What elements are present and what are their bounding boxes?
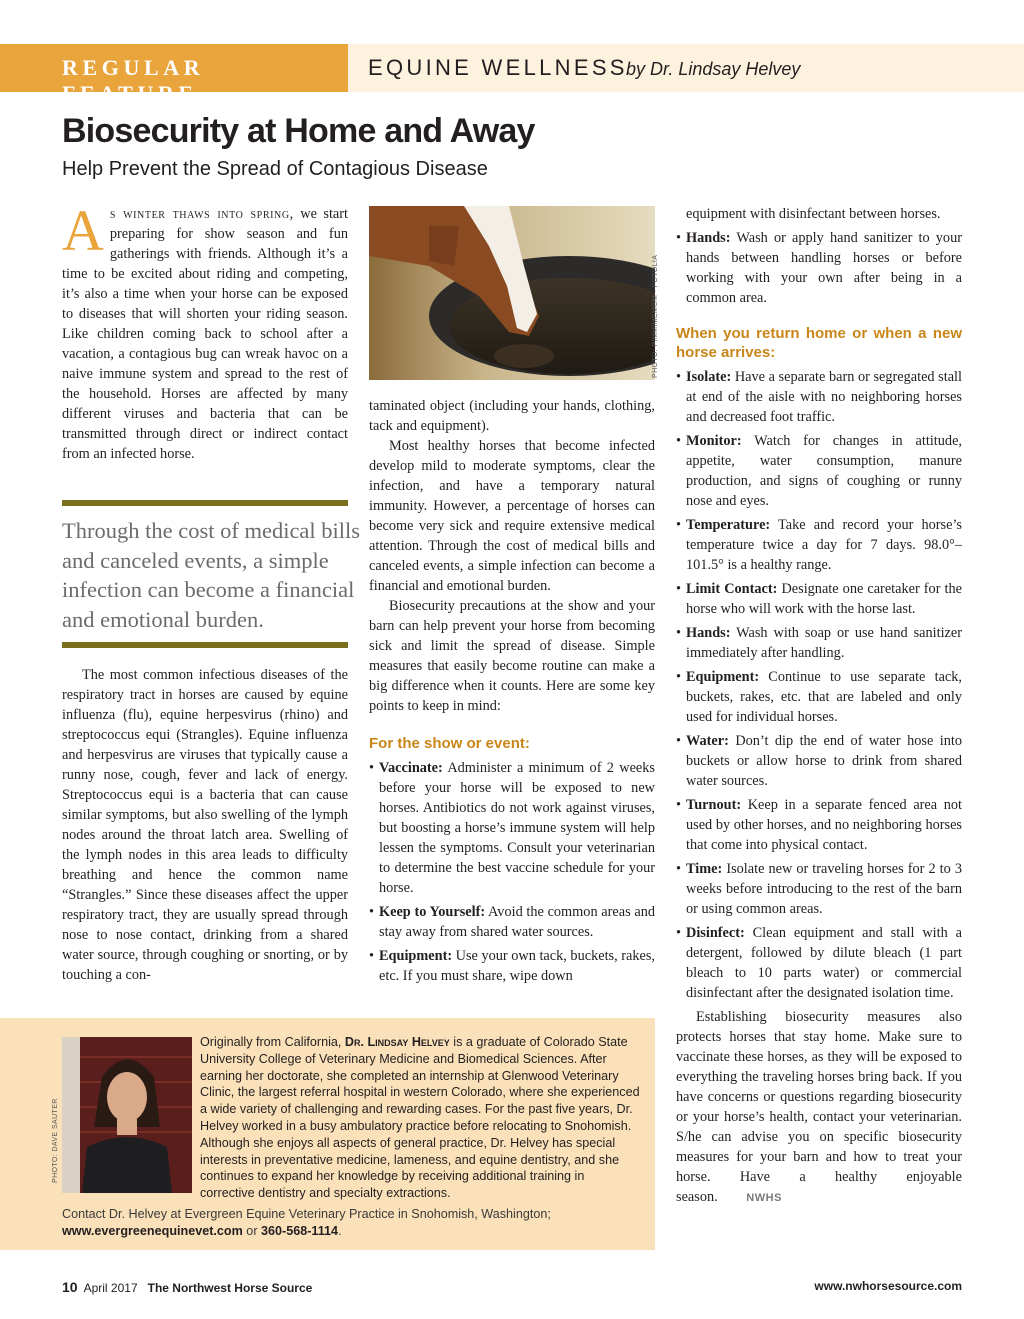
page-number: 10 (62, 1279, 78, 1295)
list-item (676, 859, 962, 919)
bio-text: is a graduate of Colorado State University College of Veterinary Medicine and Biomedical Sciences. After earning her doctorate, she completed an internship at Glenwood Veterinary Clinic, the largest referral hospital in western Colorado, where she experienced a wide variety of challenging and rewarding cases. For the past five years, Dr. Helvey worked in a busy ambulatory practice before relocating to Snohomish. Although she enjoys all aspects of general practice, Dr. Helvey has special interests in preventative medicine, lameness, and equine dentistry, and she continues to expand her knowledge by receiving additional training in corrective dentistry and specialty extractions. (200, 1035, 640, 1201)
column-title-box (348, 44, 1024, 92)
list-item-term: Disinfect: (686, 925, 745, 941)
common-diseases-continued: taminated object (including your hands, clothing, tack and equipment). (369, 398, 655, 434)
bio-name: Dr. Lindsay Helvey (344, 1035, 450, 1049)
list-item (676, 431, 962, 511)
list-item-text: Clean equipment and stall with a detergent, followed by dilute bleach (1 part bleach to 10 parts water) or commercial disinfectant after the designated isolation time. (686, 925, 962, 1001)
precautions-paragraph: Biosecurity precautions at the show and your barn can help prevent your horse from becoming sick and limit the spread of disease. Simple measures that easily become routine can make a big difference when it counts. Here are some key points to keep in mind: (369, 598, 655, 714)
bio-contact (62, 1206, 640, 1240)
list-item-text: Don’t dip the end of water hose into buckets or allow horse to drink from shared water sources. (686, 733, 962, 789)
list-item (676, 667, 962, 727)
list-item-text: Wash or apply hand sanitizer to your hands between handling horses or before working with your own after being in a common area. (686, 230, 962, 306)
list-item (369, 902, 655, 942)
list-item (676, 515, 962, 575)
list-item (369, 758, 655, 898)
list-item (676, 623, 962, 663)
contact-or: or (242, 1223, 262, 1238)
healthy-horses-paragraph: Most healthy horses that become infected develop mild to moderate symptoms, clear the infection, and have a temporary natural immunity. However, a percentage of horses can become very sick and require extensive medical attention. Through the cost of medical bills and canceled events, a simple infection can become a financial and emotional burden. (369, 438, 655, 594)
list-item-term: Hands: (686, 230, 731, 246)
horse-drinking-photo (369, 206, 655, 380)
column-title: EQUINE WELLNESS (368, 55, 628, 80)
list-item-text: Avoid the common areas and stay away from shared water sources. (379, 904, 655, 940)
header-band (0, 44, 1024, 106)
footer-issue: April 2017 (83, 1281, 138, 1295)
list-item-term: Keep to Yourself: (379, 904, 486, 920)
article-subtitle: Help Prevent the Spread of Contagious Disease (62, 158, 488, 180)
closing-text: Establishing biosecurity measures also protects horses that stay home. Make sure to vaccinate these horses, as they will be exposed to everything the traveling horses bring back. If you have concerns or questions regarding biosecurity or your horse’s health, contact your veterinarian. S/he can advise you on specific biosecurity measures for your barn and how to treat your horse. Have a healthy enjoyable season. (676, 1009, 962, 1205)
contact-website-link[interactable]: www.evergreenequinevet.com (62, 1223, 243, 1238)
list-item (676, 731, 962, 791)
list-item (676, 923, 962, 1003)
list-item-term: Monitor: (686, 433, 742, 449)
contact-text: Contact Dr. Helvey at Evergreen Equine Veterinary Practice in Snohomish, Washington; (62, 1206, 551, 1221)
pull-quote: Through the cost of medical bills and canceled events, a simple infection can become a financial and emotional burden. (62, 518, 361, 632)
author-photo-credit: PHOTO: DAVE SAUTER (52, 1098, 59, 1183)
list-item-term: Isolate: (686, 369, 732, 385)
list-item (676, 579, 962, 619)
list-item-text: Administer a minimum of 2 weeks before your horse will be exposed to new horses. Antibiotics do not work against viruses, but boosting a horse’s immune system will help lessen the symptoms. Consult your veterinarian to determine the best vaccine schedule for your horse. (379, 760, 655, 896)
list-item-term: Time: (686, 861, 723, 877)
return-section-heading: When you return home or when a new horse arrives: (676, 325, 962, 361)
return-list (676, 367, 962, 1003)
common-diseases-paragraph: The most common infectious diseases of the respiratory tract in horses are caused by equine influenza (flu), equine herpesvirus (rhino) and streptococcus equi (Strangles). Equine influenza and herpesvirus are viruses that typically cause a runny nose, cough, fever and lack of energy. Streptococcus equi is a bacteria that can cause similar symptoms, but also swelling of the lymph nodes around the throat latch area. Swelling of the lymph nodes in this area leads to difficulty breathing and hence the common name “Strangles.” Since these diseases affect the upper respiratory tract, they are usually spread through nose to nose contact, drinking from a shared water source, through coughing or snorting, or by touching a con- (62, 667, 348, 983)
byline: by Dr. Lindsay Helvey (626, 59, 801, 79)
list-item (676, 795, 962, 855)
show-section-heading: For the show or event: (369, 735, 530, 752)
footer-website[interactable]: www.nwhorsesource.com (814, 1279, 962, 1293)
article-title: Biosecurity at Home and Away (62, 112, 535, 150)
equipment-continued: equipment with disinfectant between horses. (686, 206, 941, 222)
pull-quote-rule-top (62, 500, 348, 506)
bio-intro: Originally from California, (200, 1035, 345, 1049)
horse-drinking-illustration (369, 206, 655, 380)
closing-paragraph (676, 1007, 962, 1208)
list-item-text: Take and record your horse’s temperature twice a day for 7 days. 98.0°–101.5° is a healthy range. (686, 517, 962, 573)
drop-cap: A (62, 198, 104, 263)
list-item-text: Keep in a separate fenced area not used by other horses, and no neighboring horses that come into physical contact. (686, 797, 962, 853)
author-bio (62, 1034, 640, 1240)
list-item-text: Continue to use separate tack, buckets, rakes, etc. that are labeled and only used for individual horses. (686, 669, 962, 725)
contact-phone[interactable]: 360-568-1114 (261, 1223, 339, 1238)
intro-paragraph (62, 198, 349, 464)
list-item-term: Equipment: (686, 669, 760, 685)
list-item-text: Wash with soap or use hand sanitizer immediately after handling. (686, 625, 962, 661)
list-item-term: Limit Contact: (686, 581, 778, 597)
list-item-term: Turnout: (686, 797, 742, 813)
show-list-continued (676, 228, 962, 308)
contact-period: . (338, 1223, 342, 1238)
list-item-term: Equipment: (379, 948, 453, 964)
footer-left (62, 1279, 312, 1295)
list-item-text: Designate one caretaker for the horse who will work with the horse last. (686, 581, 962, 617)
list-item-text: Watch for changes in attitude, appetite, water consumption, manure production, and signs of coughing or runny nose and eyes. (686, 433, 962, 509)
bio-photo-spacer (62, 1034, 200, 1186)
photo-credit: PHOTO: PIMMIMEMOM · FOTOLIA (652, 254, 659, 378)
footer-magazine: The Northwest Horse Source (147, 1281, 313, 1295)
list-item-text: Isolate new or traveling horses for 2 to 3 weeks before introducing to the rest of the barn or using common areas. (686, 861, 962, 917)
list-item-term: Temperature: (686, 517, 771, 533)
list-item-term: Vaccinate: (379, 760, 443, 776)
list-item-term: Water: (686, 733, 729, 749)
list-item-text: Have a separate barn or segregated stall at end of the aisle with no neighboring horses and decreased foot traffic. (686, 369, 962, 425)
column-3 (676, 204, 962, 1208)
pull-quote-rule-bottom (62, 642, 348, 648)
show-list (369, 758, 655, 986)
list-item (369, 946, 655, 986)
intro-lead: s winter thaws into spring, (109, 206, 294, 222)
intro-text: we start preparing for show season and fun gatherings with friends. Although it’s a time to be excited about riding and competing, it’s also a time when your horse can be exposed to diseases that will shorten your riding season. Like children coming back to school after a vacation, a contagious bug can wreak havoc on a naive immune system and spread to the rest of the household. Horses are affected by many different viruses and bacteria that can be transmitted through direct or indirect contact from an infected horse. (62, 206, 349, 462)
list-item (676, 367, 962, 427)
list-item (676, 228, 962, 308)
section-label: REGULAR FEATURE (62, 55, 205, 106)
list-item-term: Hands: (686, 625, 731, 641)
column-1-body (62, 665, 348, 985)
list-item-text: Use your own tack, buckets, rakes, etc. If you must share, wipe down (379, 948, 655, 984)
section-label-box (0, 44, 348, 106)
column-2 (369, 396, 655, 990)
column-1-intro (62, 198, 349, 464)
end-mark: NWHS (746, 1192, 782, 1204)
